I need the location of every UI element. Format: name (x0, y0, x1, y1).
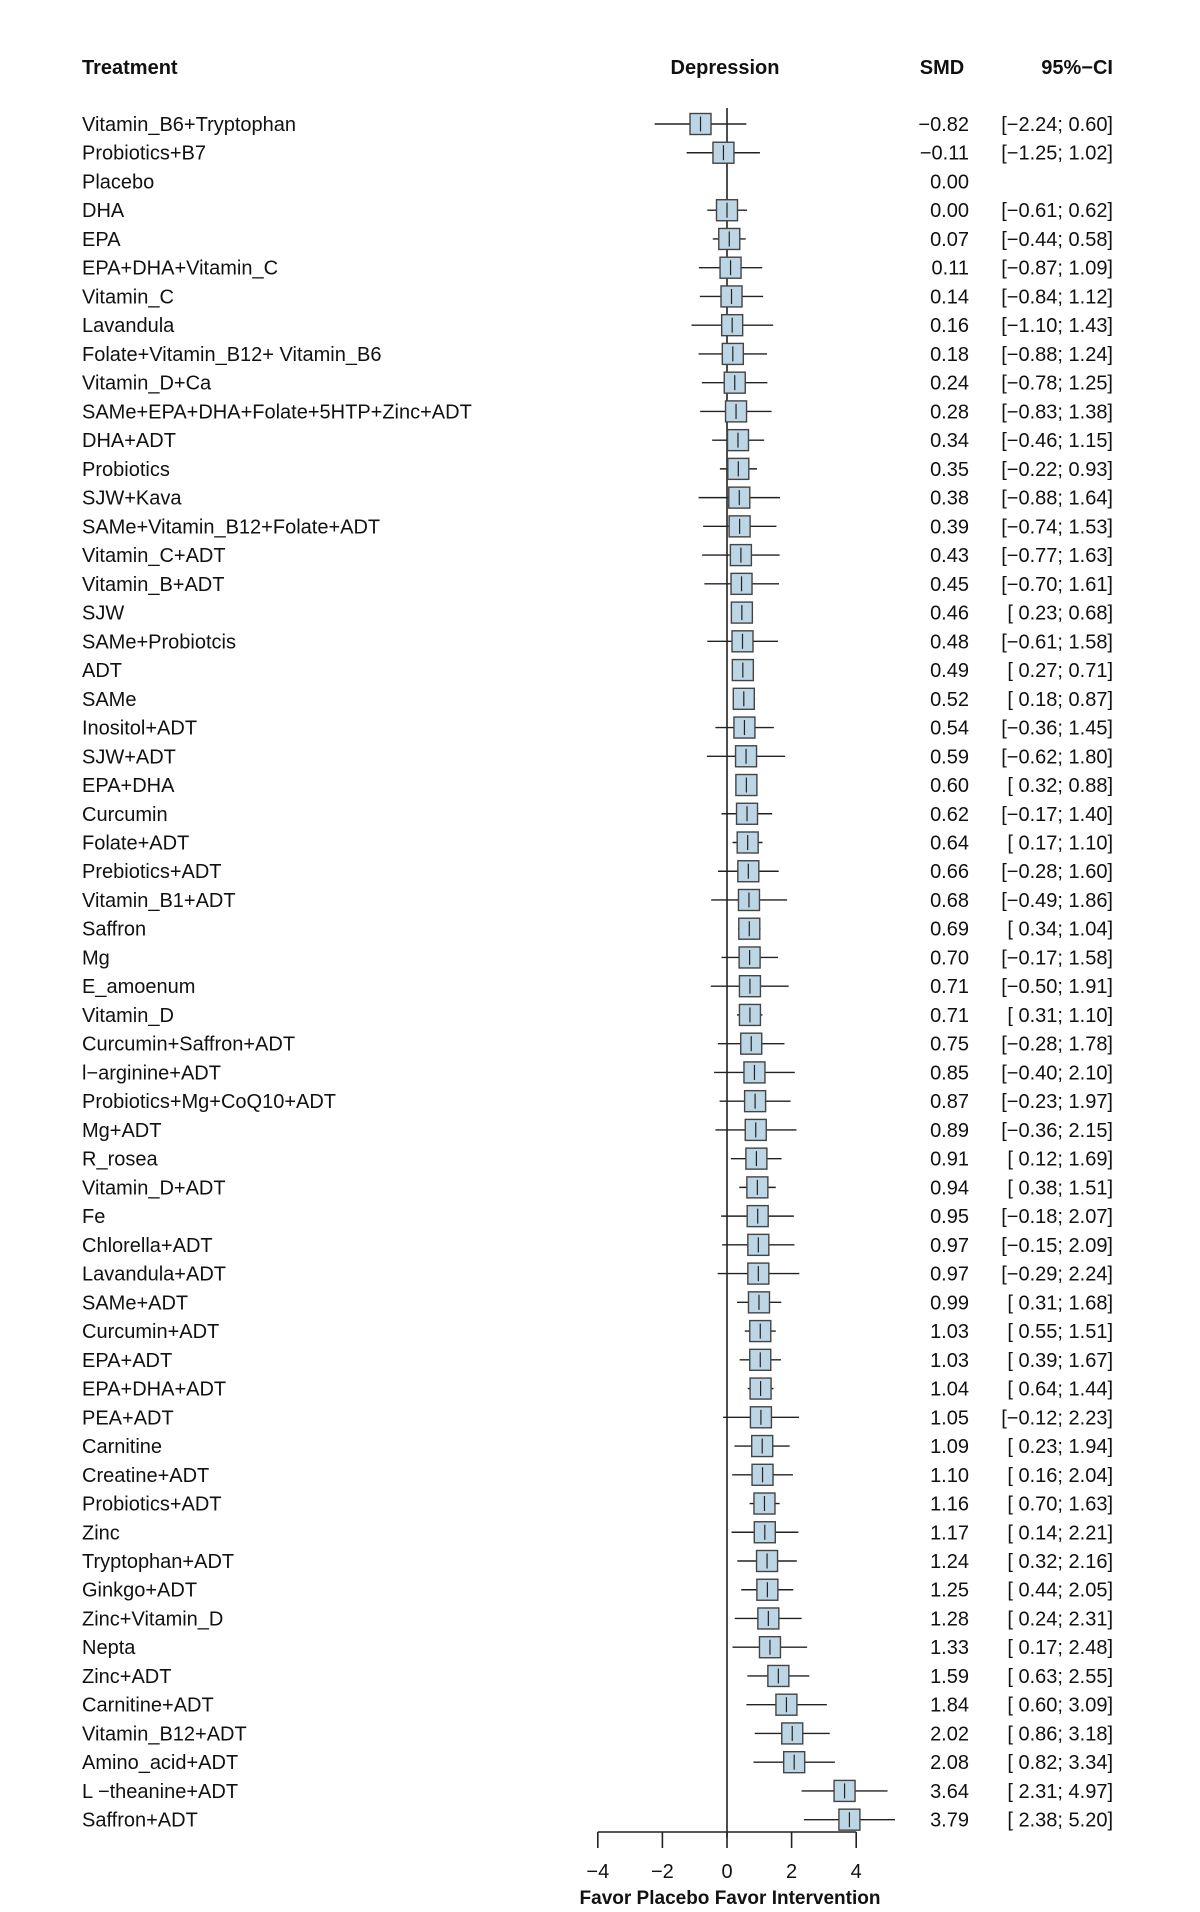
row-smd-value: 0.00 (930, 171, 969, 194)
row-treatment-label: Ginkgo+ADT (82, 1579, 198, 1602)
row-ci-value: [−0.17; 1.58] (1001, 947, 1113, 970)
row-treatment-label: Vitamin_C (82, 286, 174, 309)
row-ci-value: [ 0.70; 1.63] (1007, 1493, 1113, 1516)
row-ci-value: [−1.25; 1.02] (1001, 142, 1113, 165)
forest-row (82, 516, 1113, 539)
row-treatment-label: EPA+DHA+Vitamin_C (82, 257, 279, 280)
row-smd-value: 1.09 (930, 1436, 969, 1459)
forest-row (82, 1062, 1113, 1085)
row-ci-value: [ 0.14; 2.21] (1007, 1522, 1113, 1545)
x-tick-label: −4 (586, 1861, 610, 1883)
header-smd: SMD (919, 57, 965, 79)
forest-row (82, 1119, 1113, 1142)
row-treatment-label: Lavandula+ADT (82, 1263, 226, 1286)
row-smd-value: 0.18 (930, 343, 969, 366)
forest-row (82, 918, 1113, 941)
row-ci-value: [ 2.31; 4.97] (1007, 1780, 1113, 1803)
row-smd-value: −0.11 (919, 142, 969, 165)
row-treatment-label: SJW+Kava (82, 487, 182, 510)
row-smd-value: 0.35 (930, 458, 969, 481)
row-smd-value: 1.33 (930, 1637, 969, 1660)
row-smd-value: 0.89 (930, 1119, 969, 1142)
row-ci-value: [−0.17; 1.40] (1001, 803, 1113, 826)
row-ci-value: [−0.87; 1.09] (1001, 257, 1113, 280)
forest-row (82, 861, 1113, 884)
row-ci-value: [ 0.44; 2.05] (1007, 1579, 1113, 1602)
forest-row (82, 1464, 1113, 1487)
row-ci-value: [−1.10; 1.43] (1001, 315, 1113, 338)
forest-row (82, 1206, 1113, 1229)
row-ci-value: [ 0.39; 1.67] (1007, 1349, 1113, 1372)
row-ci-value: [ 0.34; 1.04] (1007, 918, 1113, 941)
forest-row (82, 660, 1113, 683)
row-smd-value: 0.85 (930, 1062, 969, 1085)
row-treatment-label: Zinc+ADT (82, 1665, 172, 1688)
forest-row (82, 372, 1113, 395)
row-treatment-label: Lavandula (82, 315, 175, 338)
row-treatment-label: SAMe (82, 688, 137, 711)
row-ci-value: [−0.36; 2.15] (1001, 1119, 1113, 1142)
forest-row (82, 1551, 1113, 1574)
row-ci-value: [−0.88; 1.24] (1001, 343, 1113, 366)
row-ci-value: [ 0.60; 3.09] (1007, 1694, 1113, 1717)
row-ci-value: [−0.15; 2.09] (1001, 1234, 1113, 1257)
forest-row (82, 602, 1113, 625)
row-smd-value: 1.10 (930, 1464, 969, 1487)
forest-row (82, 257, 1113, 280)
row-treatment-label: SAMe+Probiotcis (82, 631, 236, 654)
row-treatment-label: Vitamin_B6+Tryptophan (82, 114, 297, 136)
row-ci-value: [−0.61; 0.62] (1001, 200, 1113, 223)
row-smd-value: 0.43 (930, 545, 969, 568)
forest-row (82, 688, 1113, 711)
forest-row (82, 573, 1113, 596)
forest-row (82, 142, 1113, 165)
row-smd-value: 0.54 (930, 717, 969, 740)
forest-row (82, 947, 1113, 970)
row-ci-value: [ 0.64; 1.44] (1007, 1378, 1113, 1401)
row-ci-value: [−0.36; 1.45] (1001, 717, 1113, 740)
row-smd-value: 0.75 (930, 1033, 969, 1056)
row-smd-value: 1.24 (930, 1551, 969, 1573)
forest-row (82, 1234, 1113, 1257)
row-treatment-label: L −theanine+ADT (82, 1780, 239, 1803)
forest-row (82, 1436, 1113, 1459)
row-treatment-label: Carnitine+ADT (82, 1694, 214, 1717)
row-ci-value: [ 0.82; 3.34] (1007, 1752, 1113, 1775)
row-ci-value: [−0.12; 2.23] (1001, 1407, 1113, 1430)
row-ci-value: [ 0.17; 1.10] (1007, 832, 1113, 855)
forest-row (82, 889, 1113, 912)
row-smd-value: 1.03 (930, 1349, 969, 1372)
row-smd-value: 0.28 (930, 401, 969, 424)
row-ci-value: [−0.18; 2.07] (1001, 1206, 1113, 1229)
forest-row (82, 1809, 1113, 1832)
row-ci-value: [−0.78; 1.25] (1001, 372, 1113, 395)
row-ci-value: [−0.74; 1.53] (1001, 516, 1113, 539)
row-smd-value: 0.16 (930, 315, 969, 338)
row-ci-value: [−0.77; 1.63] (1001, 545, 1113, 568)
row-smd-value: 0.34 (930, 430, 969, 453)
row-smd-value: 0.94 (930, 1177, 969, 1200)
row-ci-value: [ 0.23; 0.68] (1007, 602, 1113, 625)
row-ci-value: [−0.29; 2.24] (1001, 1263, 1113, 1286)
forest-row (82, 200, 1113, 223)
forest-row (82, 430, 1113, 453)
row-treatment-label: Placebo (82, 171, 155, 194)
row-treatment-label: EPA (82, 228, 121, 251)
row-smd-value: 1.04 (930, 1378, 969, 1401)
row-treatment-label: Prebiotics+ADT (82, 861, 222, 884)
row-ci-value: [ 2.38; 5.20] (1007, 1809, 1113, 1832)
row-smd-value: 0.97 (930, 1234, 969, 1257)
row-smd-value: 0.00 (930, 200, 969, 223)
header-outcome: Depression (670, 57, 780, 79)
row-ci-value: [ 0.12; 1.69] (1007, 1148, 1113, 1171)
row-ci-value: [−0.83; 1.38] (1001, 401, 1113, 424)
forest-row (82, 1292, 1113, 1315)
row-ci-value: [ 0.63; 2.55] (1007, 1665, 1113, 1688)
forest-row (82, 1723, 1113, 1746)
row-ci-value: [ 0.86; 3.18] (1007, 1723, 1113, 1746)
row-smd-value: 0.95 (930, 1206, 969, 1229)
row-treatment-label: Probiotics+Mg+CoQ10+ADT (82, 1091, 337, 1114)
row-treatment-label: EPA+ADT (82, 1349, 173, 1372)
row-treatment-label: Curcumin+Saffron+ADT (82, 1033, 296, 1056)
row-smd-value: 0.62 (930, 803, 969, 826)
row-smd-value: 0.38 (930, 487, 969, 510)
row-ci-value: [−0.49; 1.86] (1001, 889, 1113, 912)
row-smd-value: 1.03 (930, 1321, 969, 1344)
forest-row (82, 401, 1113, 424)
row-ci-value: [ 0.31; 1.10] (1007, 1004, 1113, 1027)
row-treatment-label: PEA+ADT (82, 1407, 174, 1430)
row-treatment-label: Vitamin_D+Ca (82, 372, 212, 395)
row-ci-value: [−0.22; 0.93] (1001, 458, 1113, 481)
row-treatment-label: E_amoenum (82, 976, 196, 999)
row-ci-value: [ 0.32; 0.88] (1007, 775, 1113, 798)
forest-row (82, 487, 1113, 510)
row-treatment-label: SJW+ADT (82, 746, 176, 769)
header-treatment: Treatment (82, 57, 178, 79)
row-ci-value: [ 0.31; 1.68] (1007, 1292, 1113, 1315)
forest-row (82, 114, 1113, 137)
row-treatment-label: Curcumin (82, 803, 168, 826)
row-ci-value: [−0.40; 2.10] (1001, 1062, 1113, 1085)
forest-row (82, 746, 1113, 769)
row-smd-value: 0.46 (930, 602, 969, 625)
row-smd-value: 0.99 (930, 1292, 969, 1315)
row-treatment-label: Tryptophan+ADT (82, 1551, 235, 1573)
forest-row (82, 1004, 1113, 1026)
forest-row (82, 1091, 1113, 1114)
row-treatment-label: Saffron (82, 918, 147, 941)
forest-row (82, 1780, 1113, 1803)
row-treatment-label: Probiotics (82, 458, 170, 481)
row-treatment-label: SJW (82, 602, 125, 625)
forest-row (82, 1148, 1113, 1171)
row-treatment-label: Probiotics+ADT (82, 1493, 222, 1516)
forest-row (82, 1177, 1113, 1200)
row-treatment-label: Vitamin_D+ADT (82, 1177, 226, 1200)
row-treatment-label: SAMe+EPA+DHA+Folate+5HTP+Zinc+ADT (82, 401, 472, 424)
forest-row (82, 1694, 1113, 1717)
row-smd-value: 0.71 (930, 1004, 969, 1027)
x-tick-label: −2 (650, 1861, 674, 1883)
row-smd-value: −0.82 (918, 114, 969, 136)
row-treatment-label: EPA+DHA+ADT (82, 1378, 227, 1401)
row-smd-value: 1.25 (930, 1579, 969, 1602)
row-smd-value: 1.28 (930, 1608, 969, 1631)
row-treatment-label: l−arginine+ADT (82, 1062, 221, 1085)
row-treatment-label: Saffron+ADT (82, 1809, 198, 1832)
row-smd-value: 2.02 (930, 1723, 969, 1746)
forest-row (82, 1493, 1113, 1516)
row-treatment-label: Probiotics+B7 (82, 142, 206, 165)
row-treatment-label: Folate+ADT (82, 832, 190, 855)
row-ci-value: [ 0.17; 2.48] (1007, 1637, 1113, 1660)
forest-row (82, 1665, 1113, 1688)
row-treatment-label: Zinc (82, 1522, 120, 1545)
row-smd-value: 0.11 (931, 257, 969, 280)
row-treatment-label: Vitamin_B12+ADT (82, 1723, 247, 1746)
row-treatment-label: Folate+Vitamin_B12+ Vitamin_B6 (82, 343, 382, 366)
row-smd-value: 0.97 (930, 1263, 969, 1286)
row-ci-value: [ 0.16; 2.04] (1007, 1464, 1113, 1487)
x-axis-label: Favor Placebo Favor Intervention (579, 1888, 881, 1909)
x-axis (586, 1832, 861, 1883)
row-ci-value: [−0.23; 1.97] (1001, 1091, 1113, 1114)
row-ci-value: [ 0.38; 1.51] (1007, 1177, 1113, 1200)
row-treatment-label: Curcumin+ADT (82, 1321, 220, 1344)
row-ci-value: [ 0.23; 1.94] (1007, 1436, 1113, 1459)
row-smd-value: 0.66 (930, 861, 969, 884)
forest-row (82, 1321, 1113, 1344)
forest-row (82, 1522, 1113, 1545)
forest-row (82, 1407, 1113, 1430)
row-ci-value: [ 0.55; 1.51] (1007, 1321, 1113, 1344)
forest-row (82, 1033, 1113, 1056)
row-ci-value: [ 0.27; 0.71] (1007, 660, 1113, 683)
row-treatment-label: DHA+ADT (82, 430, 176, 453)
row-treatment-label: Mg+ADT (82, 1119, 162, 1142)
row-smd-value: 0.70 (930, 947, 969, 970)
row-smd-value: 0.24 (930, 372, 969, 395)
row-smd-value: 0.68 (930, 889, 969, 912)
row-treatment-label: Creatine+ADT (82, 1464, 210, 1487)
row-ci-value: [−0.62; 1.80] (1001, 746, 1113, 769)
row-ci-value: [ 0.24; 2.31] (1007, 1608, 1113, 1631)
row-smd-value: 0.49 (930, 660, 969, 683)
forest-row (82, 717, 1113, 740)
row-smd-value: 1.16 (930, 1493, 969, 1516)
row-treatment-label: Carnitine (82, 1436, 163, 1459)
row-ci-value: [−0.28; 1.78] (1001, 1033, 1113, 1056)
row-treatment-label: DHA (82, 200, 125, 223)
forest-row (82, 1637, 1113, 1660)
row-ci-value: [−0.61; 1.58] (1001, 631, 1113, 654)
row-treatment-label: Vitamin_B+ADT (82, 573, 225, 596)
forest-row (82, 976, 1113, 999)
row-smd-value: 0.91 (930, 1148, 969, 1171)
forest-rows (82, 108, 1113, 1838)
row-smd-value: 1.84 (930, 1694, 969, 1717)
row-ci-value: [−0.46; 1.15] (1001, 430, 1113, 453)
forest-row (82, 286, 1113, 309)
row-smd-value: 0.64 (930, 832, 969, 855)
forest-row (82, 1349, 1113, 1372)
forest-row (82, 832, 1113, 855)
row-smd-value: 0.60 (930, 775, 969, 798)
row-treatment-label: R_rosea (82, 1148, 158, 1171)
row-smd-value: 1.59 (930, 1665, 969, 1688)
row-ci-value: [ 0.18; 0.87] (1007, 688, 1113, 711)
row-treatment-label: ADT (82, 660, 122, 683)
forest-row (82, 1263, 1113, 1286)
row-smd-value: 0.48 (930, 631, 969, 654)
row-smd-value: 2.08 (930, 1752, 969, 1775)
row-treatment-label: Mg (82, 947, 110, 970)
row-ci-value: [−0.28; 1.60] (1001, 861, 1113, 884)
row-ci-value: [ 0.32; 2.16] (1007, 1551, 1113, 1573)
row-treatment-label: Fe (82, 1206, 106, 1229)
row-smd-value: 1.17 (930, 1522, 969, 1545)
row-treatment-label: Zinc+Vitamin_D (82, 1608, 224, 1631)
row-ci-value: [−0.88; 1.64] (1001, 487, 1113, 510)
forest-row (82, 315, 1113, 338)
x-tick-label: 0 (721, 1861, 733, 1883)
forest-row (82, 458, 1113, 481)
row-smd-value: 0.87 (930, 1091, 969, 1114)
forest-row (82, 631, 1113, 654)
forest-row (82, 803, 1113, 826)
row-treatment-label: Amino_acid+ADT (82, 1752, 239, 1775)
row-treatment-label: Nepta (82, 1637, 136, 1660)
row-smd-value: 0.59 (930, 746, 969, 769)
row-treatment-label: Chlorella+ADT (82, 1234, 213, 1257)
x-tick-label: 2 (786, 1861, 798, 1883)
row-smd-value: 0.07 (930, 228, 969, 251)
x-tick-label: 4 (850, 1861, 862, 1883)
row-treatment-label: Vitamin_B1+ADT (82, 889, 236, 912)
forest-row (82, 775, 1113, 798)
row-treatment-label: SAMe+ADT (82, 1292, 189, 1315)
row-ci-value: [−0.50; 1.91] (1001, 976, 1113, 999)
forest-row (82, 343, 1113, 366)
row-ci-value: [−2.24; 0.60] (1001, 114, 1113, 136)
row-treatment-label: EPA+DHA (82, 775, 175, 798)
forest-row (82, 228, 1113, 251)
row-treatment-label: Vitamin_D (82, 1004, 174, 1027)
row-smd-value: 0.39 (930, 516, 969, 539)
row-smd-value: 3.79 (930, 1809, 969, 1832)
forest-row (82, 171, 969, 193)
row-smd-value: 0.14 (930, 286, 969, 309)
forest-row (82, 545, 1113, 568)
row-smd-value: 0.52 (930, 688, 969, 711)
row-smd-value: 1.05 (930, 1407, 969, 1430)
row-ci-value: [−0.84; 1.12] (1001, 286, 1113, 309)
header-ci: 95%−CI (1041, 57, 1113, 79)
row-smd-value: 0.71 (930, 976, 969, 999)
forest-row (82, 1378, 1113, 1401)
forest-row (82, 1608, 1113, 1631)
row-ci-value: [−0.44; 0.58] (1001, 228, 1113, 251)
forest-row (82, 1579, 1113, 1602)
row-treatment-label: SAMe+Vitamin_B12+Folate+ADT (82, 516, 381, 539)
row-treatment-label: Vitamin_C+ADT (82, 545, 226, 568)
forest-row (82, 1752, 1113, 1775)
row-smd-value: 0.69 (930, 918, 969, 941)
row-treatment-label: Inositol+ADT (82, 717, 198, 740)
row-smd-value: 0.45 (930, 573, 969, 596)
row-ci-value: [−0.70; 1.61] (1001, 573, 1113, 596)
row-smd-value: 3.64 (930, 1780, 969, 1803)
